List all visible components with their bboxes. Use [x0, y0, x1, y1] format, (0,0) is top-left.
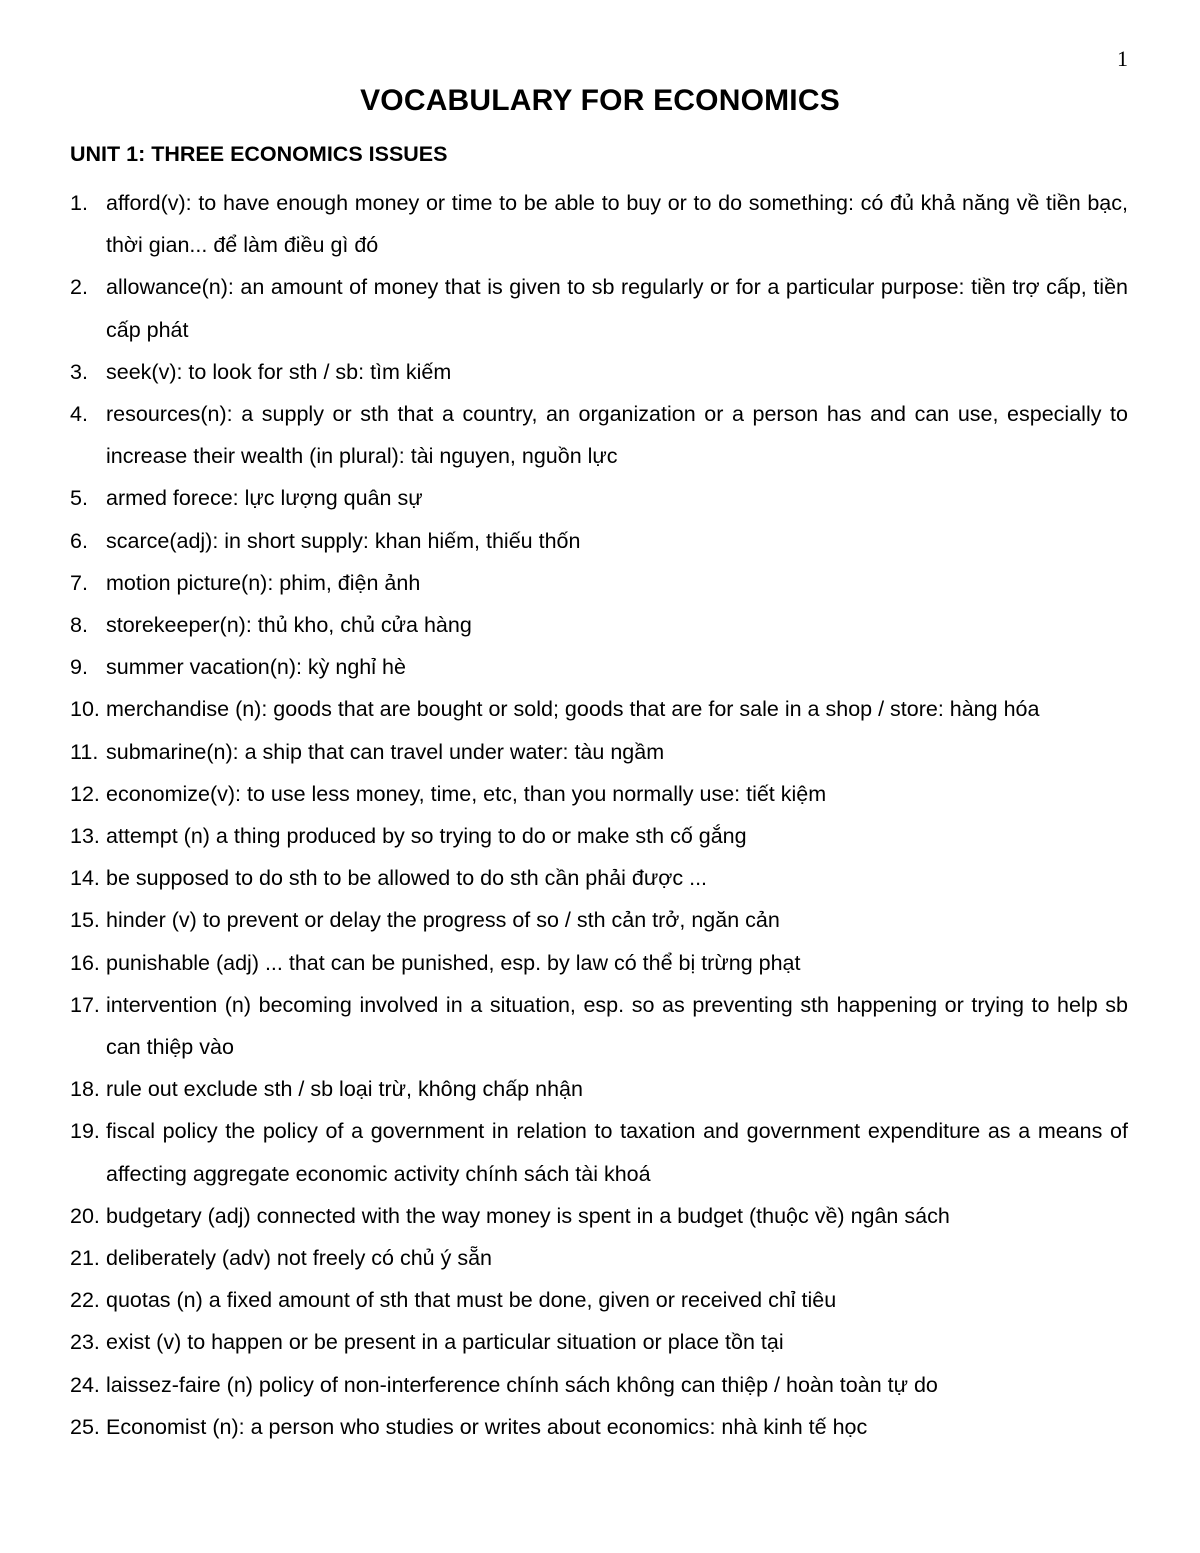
item-text: storekeeper(n): thủ kho, chủ cửa hàng: [106, 613, 472, 638]
item-number: 1.: [70, 191, 88, 215]
vocab-item: [70, 1364, 1128, 1406]
item-number: 7.: [70, 570, 88, 595]
item-number: 17.: [70, 992, 100, 1017]
item-text: submarine(n): a ship that can travel under water: tàu ngầm: [106, 739, 665, 764]
item-text: hinder (v) to prevent or delay the progress of so / sth cản trở, ngăn cản: [106, 908, 780, 933]
item-number: 3.: [70, 359, 88, 384]
vocab-item: [70, 1110, 1128, 1194]
item-number: 21.: [70, 1246, 100, 1271]
item-number: 23.: [70, 1330, 100, 1355]
vocab-item: [70, 604, 1128, 646]
item-number: 8.: [70, 613, 88, 638]
item-number: 25.: [70, 1414, 100, 1439]
vocab-item: [70, 1068, 1128, 1110]
item-text: intervention (n) becoming involved in a situation, esp. so as preventing sth happening or trying to help sb can thiệp vào: [106, 992, 1128, 1060]
item-text: summer vacation(n): kỳ nghỉ hè: [106, 655, 406, 680]
vocab-item: [70, 393, 1128, 477]
item-text: fiscal policy the policy of a government in relation to taxation and government expenditure as a means of affecting aggregate economic activity chính sách tài khoá: [106, 1119, 1128, 1186]
item-number: 20.: [70, 1203, 100, 1228]
item-number: 9.: [70, 655, 88, 680]
vocab-item: [70, 688, 1128, 730]
vocab-item: [70, 731, 1128, 773]
item-text: armed forece: lực lượng quân sự: [106, 486, 423, 511]
page-number: 1: [1117, 46, 1128, 71]
vocab-item: [70, 562, 1128, 604]
item-text: laissez-faire (n) policy of non-interference chính sách không can thiệp / hoàn toàn tự do: [106, 1372, 938, 1397]
item-number: 11.: [70, 739, 99, 764]
item-number: 6.: [70, 528, 88, 553]
item-number: 14.: [70, 866, 100, 891]
document-title: VOCABULARY FOR ECONOMICS: [360, 84, 840, 117]
vocab-item: [70, 1406, 1128, 1448]
item-text: seek(v): to look for sth / sb: tìm kiếm: [106, 359, 452, 384]
item-number: 13.: [70, 824, 100, 849]
vocabulary-list: [70, 182, 1128, 1448]
item-number: 16.: [70, 950, 100, 975]
item-number: 22.: [70, 1288, 100, 1313]
item-text: deliberately (adv) not freely có chủ ý sẵn: [106, 1246, 493, 1271]
vocab-item: [70, 815, 1128, 857]
vocab-item: [70, 1237, 1128, 1279]
item-text: allowance(n): an amount of money that is given to sb regularly or for a particular purpose: tiền trợ cấp, tiền cấp phát: [106, 275, 1128, 342]
item-text: afford(v): to have enough money or time to be able to buy or to do something: có đủ khả năng về tiền bạc, thời gian... để làm điều gì đó: [106, 191, 1128, 258]
vocab-item: [70, 646, 1128, 688]
vocab-item: [70, 1279, 1128, 1321]
item-number: 10.: [70, 697, 100, 722]
item-number: 2.: [70, 275, 88, 300]
item-number: 12.: [70, 781, 100, 806]
item-text: rule out exclude sth / sb loại trừ, không chấp nhận: [106, 1077, 583, 1102]
vocab-item: [70, 857, 1128, 899]
item-number: 4.: [70, 402, 88, 427]
unit-heading: UNIT 1: THREE ECONOMICS ISSUES: [70, 142, 448, 166]
item-text: attempt (n) a thing produced by so trying to do or make sth cố gắng: [106, 824, 747, 849]
item-text: merchandise (n): goods that are bought or sold; goods that are for sale in a shop / store: hàng hóa: [106, 697, 1040, 722]
item-text: exist (v) to happen or be present in a particular situation or place tồn tại: [106, 1330, 784, 1355]
item-text: be supposed to do sth to be allowed to do sth cần phải được ...: [106, 866, 708, 891]
vocab-item: [70, 773, 1128, 815]
item-number: 19.: [70, 1119, 100, 1144]
vocab-item: [70, 942, 1128, 984]
vocab-item: [70, 1195, 1128, 1237]
vocab-item: [70, 899, 1128, 941]
item-text: resources(n): a supply or sth that a country, an organization or a person has and can use, especially to increase their wealth (in plural): tài nguyen, nguồn lực: [106, 402, 1128, 469]
vocab-item: [70, 266, 1128, 350]
vocab-item: [70, 351, 1128, 393]
vocab-item: [70, 182, 1128, 266]
item-text: punishable (adj) ... that can be punished, esp. by law có thể bị trừng phạt: [106, 950, 801, 975]
item-number: 18.: [70, 1077, 100, 1102]
item-number: 5.: [70, 486, 88, 511]
vocab-item: [70, 984, 1128, 1068]
item-text: economize(v): to use less money, time, etc, than you normally use: tiết kiệm: [106, 781, 827, 806]
item-number: 15.: [70, 908, 100, 933]
item-number: 24.: [70, 1372, 100, 1397]
vocab-item: [70, 1321, 1128, 1363]
item-text: quotas (n) a fixed amount of sth that must be done, given or received chỉ tiêu: [106, 1288, 837, 1313]
item-text: budgetary (adj) connected with the way money is spent in a budget (thuộc về) ngân sách: [106, 1203, 950, 1228]
item-text: Economist (n): a person who studies or writes about economics: nhà kinh tế học: [106, 1414, 868, 1439]
vocab-item: [70, 477, 1128, 519]
vocab-item: [70, 520, 1128, 562]
item-text: motion picture(n): phim, điện ảnh: [106, 570, 421, 595]
item-text: scarce(adj): in short supply: khan hiếm, thiếu thốn: [106, 528, 581, 553]
